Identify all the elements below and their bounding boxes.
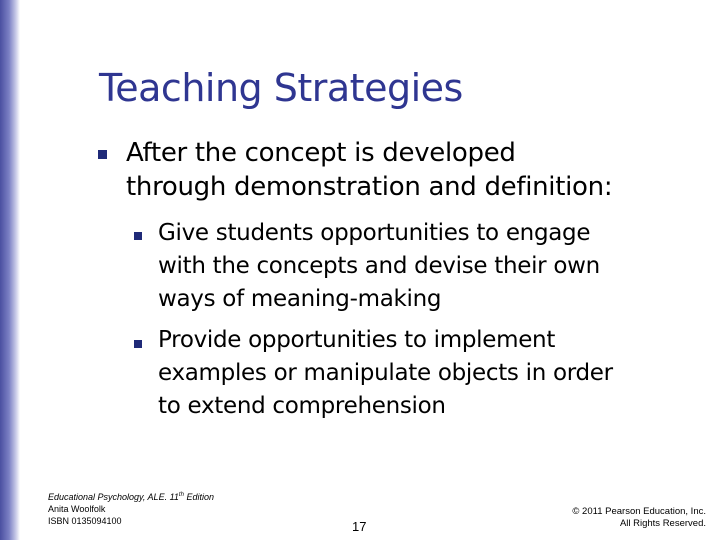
footer-author: Anita Woolfolk <box>48 504 106 514</box>
rights-line: All Rights Reserved. <box>619 518 706 529</box>
book-title-text: Educational Psychology, ALE. 11 <box>48 492 179 502</box>
footer-copyright <box>572 506 706 530</box>
sub-bullet-line: examples or manipulate objects in order <box>158 360 613 386</box>
sub-bullet-square-icon <box>134 340 142 348</box>
slide-title: Teaching Strategies <box>99 66 463 110</box>
sub-bullet-line: with the concepts and devise their own <box>158 253 600 279</box>
bullet-line: After the concept is developed <box>126 138 516 168</box>
footer-book-info <box>48 491 214 527</box>
sub-bullet-line: ways of meaning-making <box>158 286 442 312</box>
bullet-line: through demonstration and definition: <box>126 172 613 202</box>
edition-word: Edition <box>183 492 214 502</box>
copyright-line: © 2011 Pearson Education, Inc. <box>572 506 706 517</box>
page-number: 17 <box>352 519 367 534</box>
sub-bullet-line: to extend comprehension <box>158 393 446 419</box>
edition-superscript: th <box>178 492 184 498</box>
bullet-square-icon <box>98 150 107 159</box>
sub-bullet-square-icon <box>134 232 142 240</box>
sub-bullet-line: Give students opportunities to engage <box>158 220 591 246</box>
footer-isbn: ISBN 0135094100 <box>48 516 122 526</box>
side-gradient-bar <box>0 0 20 540</box>
sub-bullet-line: Provide opportunities to implement <box>158 327 556 353</box>
footer-book-title <box>48 491 214 503</box>
